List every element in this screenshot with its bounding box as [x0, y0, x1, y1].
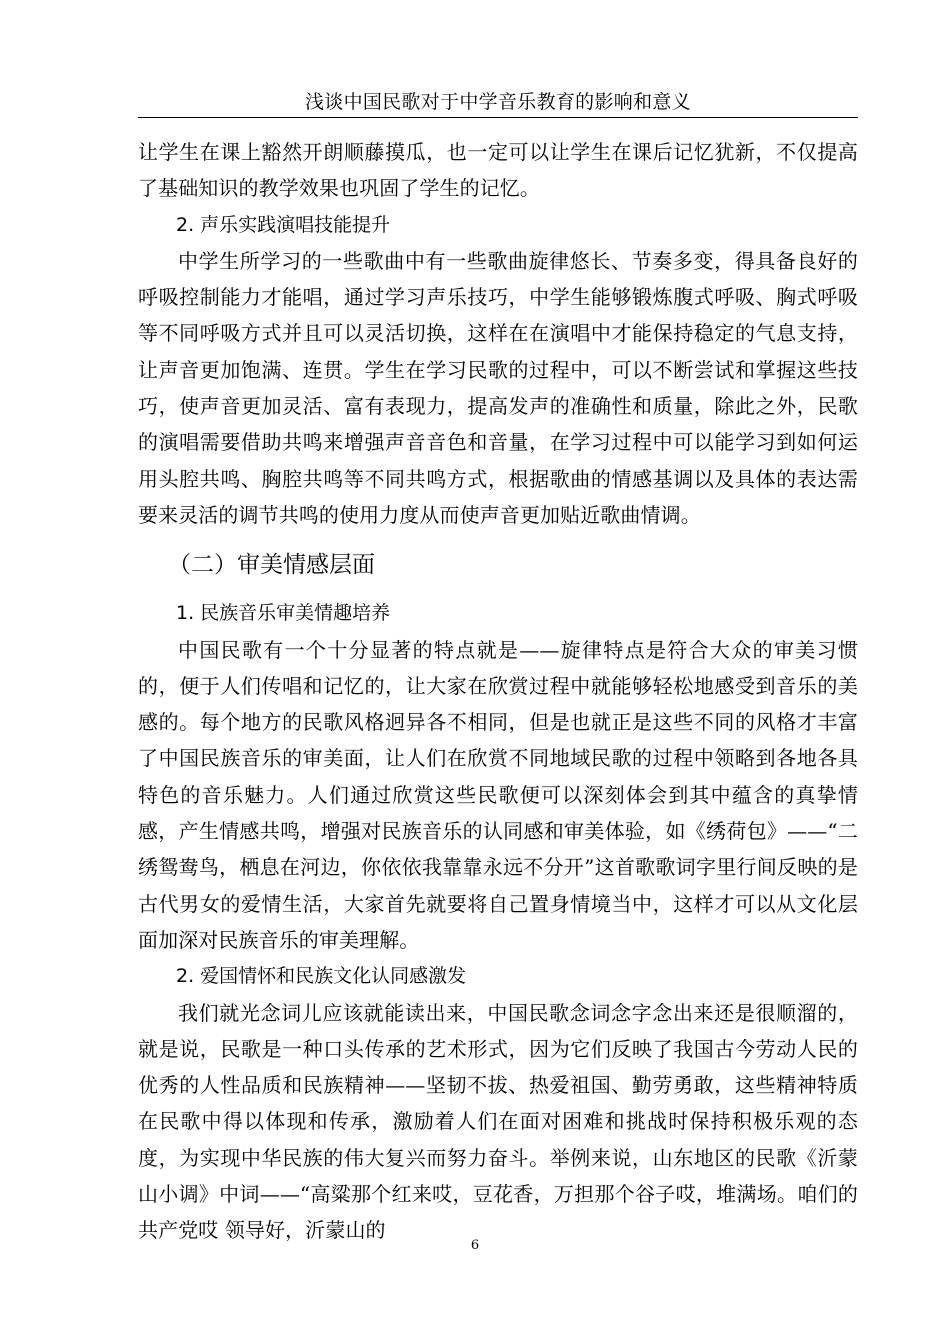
page-number: 6	[470, 1238, 480, 1253]
header-rule	[138, 117, 858, 118]
paragraph-continuation: 让学生在课上豁然开朗顺藤摸瓜，也一定可以让学生在课后记忆犹新，不仅提高了基础知识的教学效果也巩固了学生的记忆。	[138, 140, 858, 201]
paragraph-patriotism: 我们就光念词儿应该就能读出来，中国民歌念词念字念出来还是很顺溜的，就是说，民歌是一种口头传承的艺术形式，因为它们反映了我国古今劳动人民的优秀的人性品质和民族精神——坚韧不拔、热爱祖国、勤劳勇敢，这些精神特质在民歌中得以体现和传承，激励着人们在面对困难和挑战时保持积极乐观的态度，为实现中华民族的伟大复兴而努力奋斗。举例来说，山东地区的民歌《沂蒙山小调》中词——“高粱那个红来哎，豆花香，万担那个谷子哎，堆满场。咱们的共产党哎 领导好，沂蒙山的	[138, 1000, 858, 1243]
subheading-patriotism: 2. 爱国情怀和民族文化认同感激发	[176, 965, 467, 988]
subheading-aesthetic-interest: 1. 民族音乐审美情趣培养	[176, 602, 391, 625]
body-content	[138, 134, 858, 1249]
running-header-title: 浅谈中国民歌对于中学音乐教育的影响和意义	[304, 91, 691, 113]
subheading-vocal-practice: 2. 声乐实践演唱技能提升	[176, 213, 391, 236]
section-heading-aesthetic-emotion: （二）审美情感层面	[168, 552, 375, 579]
paragraph-vocal-practice: 中学生所学习的一些歌曲中有一些歌曲旋律悠长、节奏多变，得具备良好的呼吸控制能力才能唱，通过学习声乐技巧，中学生能够锻炼腹式呼吸、胸式呼吸等不同呼吸方式并且可以灵活切换，这样在在演唱中才能保持稳定的气息支持，让声音更加饱满、连贯。学生在学习民歌的过程中，可以不断尝试和掌握这些技巧，使声音更加灵活、富有表现力，提高发声的准确性和质量，除此之外，民歌的演唱需要借助共鸣来增强声音音色和音量，在学习过程中可以能学习到如何运用头腔共鸣、胸腔共鸣等不同共鸣方式，根据歌曲的情感基调以及具体的表达需要来灵活的调节共鸣的使用力度从而使声音更加贴近歌曲情调。	[138, 248, 858, 527]
paragraph-aesthetic-interest: 中国民歌有一个十分显著的特点就是——旋律特点是符合大众的审美习惯的，便于人们传唱和记忆的，让大家在欣赏过程中就能够轻松地感受到音乐的美感的。每个地方的民歌风格迥异各不相同，但是也就正是这些不同的风格才丰富了中国民族音乐的审美面，让人们在欣赏不同地域民歌的过程中领略到各地各具特色的音乐魅力。人们通过欣赏这些民歌便可以深刻体会到其中蕴含的真挚情感，产生情感共鸣，增强对民族音乐的认同感和审美体验，如《绣荷包》——“二绣鸳鸯鸟，栖息在河边，你依依我靠靠永远不分开”这首歌歌词字里行间反映的是古代男女的爱情生活，大家首先就要将自己置身情境当中，这样才可以从文化层面加深对民族音乐的审美理解。	[138, 637, 858, 952]
